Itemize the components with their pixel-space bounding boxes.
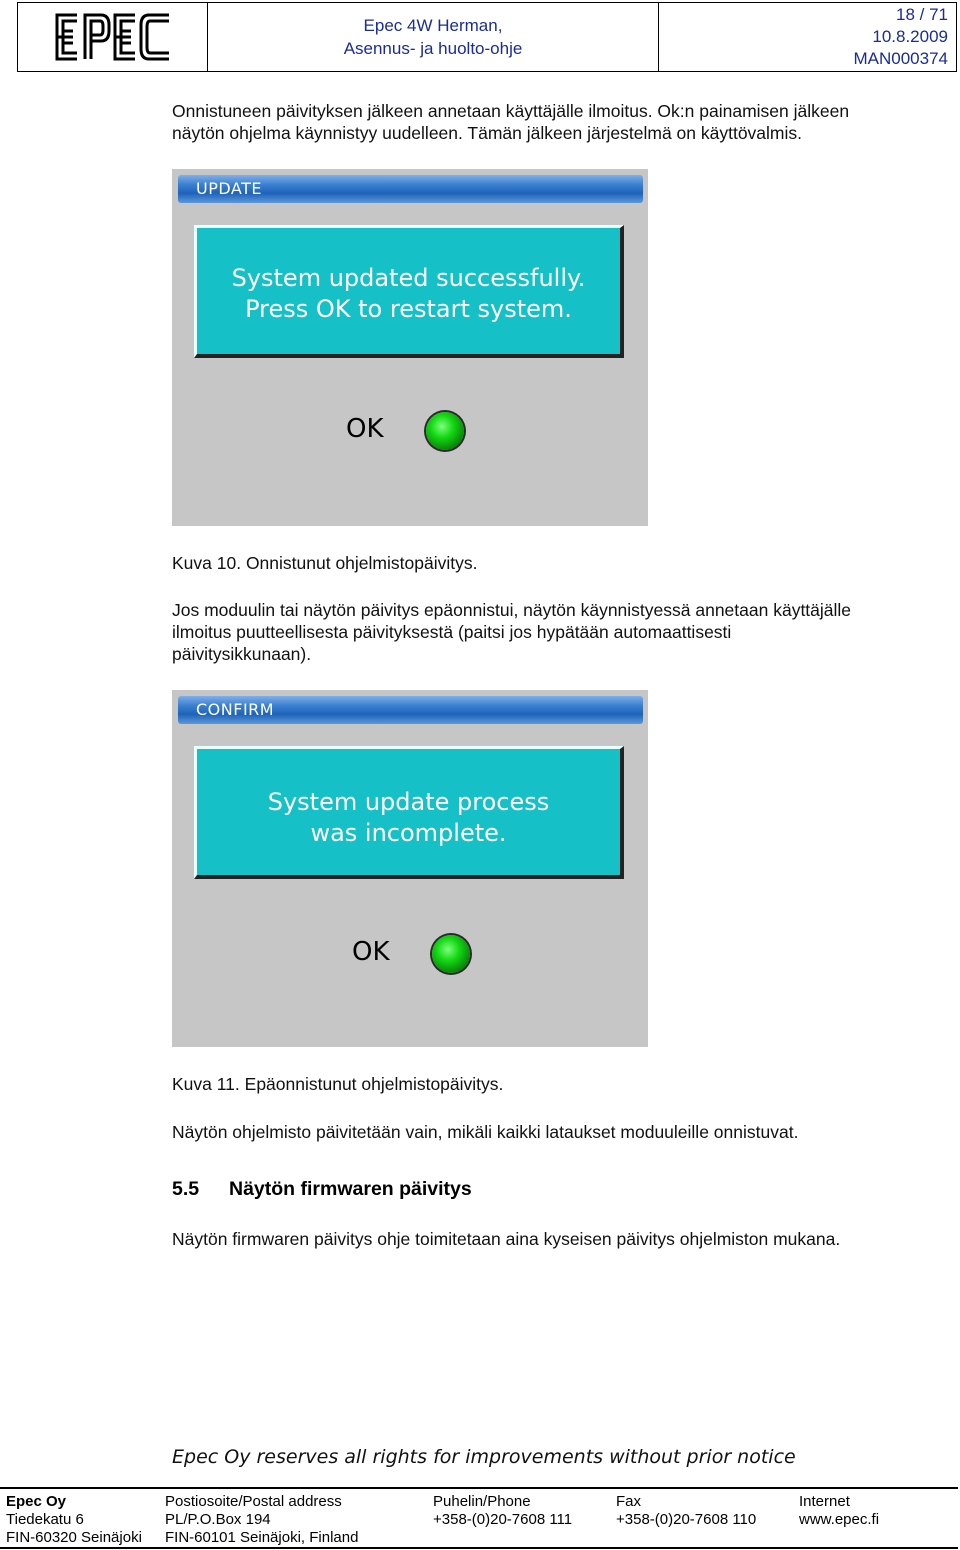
footer-postal-label: Postiosoite/Postal address	[165, 1493, 342, 1510]
confirm-message-line2: was incomplete.	[310, 819, 507, 847]
confirm-titlebar	[178, 696, 643, 724]
update-message-line1: System updated successfully.	[231, 264, 586, 292]
ok-label: OK	[352, 937, 390, 967]
confirm-message-box	[194, 746, 624, 879]
footer-internet-label: Internet	[799, 1493, 850, 1510]
footer-phone-number: +358-(0)20-7608 111	[433, 1511, 573, 1528]
confirm-message-line1: System update process	[267, 788, 550, 816]
header-title-line2: Asennus- ja huolto-ohje	[343, 39, 523, 58]
section-title: Näytön firmwaren päivitys	[229, 1178, 472, 1200]
footer-street: Tiedekatu 6	[6, 1511, 84, 1528]
page-header	[17, 2, 957, 72]
footer-company	[6, 1493, 142, 1547]
confirm-title: CONFIRM	[196, 700, 275, 719]
ok-led-button-icon[interactable]	[426, 412, 464, 450]
page-number: 18 / 71	[896, 5, 948, 24]
section-number: 5.5	[172, 1178, 200, 1200]
footer-fax	[616, 1493, 756, 1529]
footer-fax-label: Fax	[616, 1493, 642, 1510]
update-titlebar	[178, 175, 643, 203]
header-title	[208, 3, 659, 71]
footer-postal-city: FIN-60101 Seinäjoki, Finland	[165, 1529, 359, 1546]
text-line: Onnistuneen päivityksen jälkeen annetaan käyttäjälle ilmoitus. Ok:n painamisen jälkeen	[172, 101, 850, 121]
doc-id: MAN000374	[853, 49, 948, 68]
page-footer	[0, 1487, 958, 1549]
text-line: päivitysikkunaan).	[172, 644, 312, 664]
paragraph-update-note: Näytön ohjelmisto päivitetään vain, mikäli kaikki lataukset moduuleille onnistuvat.	[172, 1122, 799, 1142]
footer-website-link[interactable]: www.epec.fi	[799, 1511, 880, 1528]
update-message-line2: Press OK to restart system.	[245, 295, 572, 323]
footer-internet	[799, 1493, 879, 1529]
figure-caption-11: Kuva 11. Epäonnistunut ohjelmistopäivitys.	[172, 1074, 504, 1094]
update-screenshot	[172, 169, 648, 526]
figure-caption-10: Kuva 10. Onnistunut ohjelmistopäivitys.	[172, 553, 478, 573]
epec-logo	[18, 3, 208, 71]
footer-city: FIN-60320 Seinäjoki	[6, 1529, 142, 1546]
text-line: näytön ohjelma käynnistyy uudelleen. Tämän jälkeen järjestelmä on käyttövalmis.	[172, 123, 803, 143]
update-title: UPDATE	[196, 179, 262, 198]
footer-fax-number: +358-(0)20-7608 110	[616, 1511, 757, 1528]
ok-led-button-icon[interactable]	[432, 935, 470, 973]
paragraph-firmware: Näytön firmwaren päivitys ohje toimitetaan aina kyseisen päivitys ohjelmiston mukana.	[172, 1229, 841, 1249]
confirm-screenshot	[172, 690, 648, 1047]
header-title-line1: Epec 4W Herman,	[363, 16, 503, 35]
footer-phone-label: Puhelin/Phone	[433, 1493, 531, 1510]
text-line: ilmoitus puutteellisesta päivityksestä (paitsi jos hypätään automaattisesti	[172, 622, 732, 642]
footer-phone	[433, 1493, 572, 1529]
doc-date: 10.8.2009	[872, 27, 948, 46]
footer-company-name: Epec Oy	[6, 1493, 67, 1510]
header-meta	[659, 3, 956, 71]
rights-notice: Epec Oy reserves all rights for improvements without prior notice	[172, 1446, 796, 1468]
epec-logo-icon	[49, 9, 177, 65]
footer-postal-box: PL/P.O.Box 194	[165, 1511, 271, 1528]
update-message-box	[194, 225, 624, 358]
ok-label: OK	[346, 414, 384, 444]
paragraph-success-info	[172, 100, 952, 144]
paragraph-failure-info	[172, 599, 952, 665]
section-heading	[172, 1178, 472, 1201]
footer-postal	[165, 1493, 358, 1547]
text-line: Jos moduulin tai näytön päivitys epäonnistui, näytön käynnistyessä annetaan käyttäjälle	[172, 600, 852, 620]
